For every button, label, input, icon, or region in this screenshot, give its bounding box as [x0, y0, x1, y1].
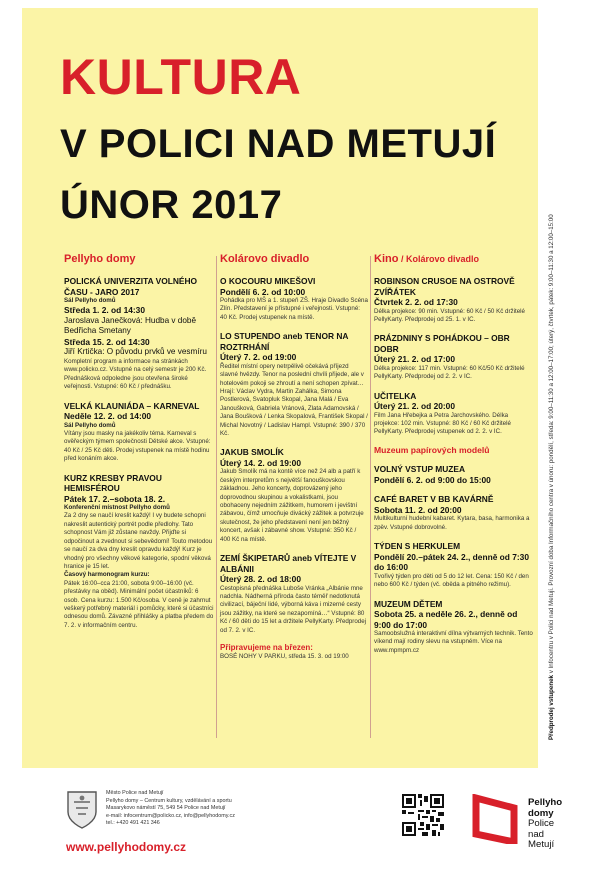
venue-heading: Kolárovo divadlo [220, 253, 310, 265]
presale-side-note [548, 10, 555, 740]
event [374, 276, 534, 324]
upcoming-heading: Připravujeme na březen: [220, 642, 313, 652]
presale-side-note-bold: Předprodej vstupenek [548, 675, 555, 740]
venue-heading-main: Kino [374, 253, 399, 265]
event-place: Sál Pellyho domů [64, 421, 116, 429]
event-lecture: Jiří Krtička: O původu prvků ve vesmíru [64, 347, 207, 357]
website-link[interactable]: www.pellyhodomy.cz [66, 840, 187, 854]
event-title: UČITELKA [374, 390, 417, 401]
event-date: Úterý 28. 2. od 18:00 [220, 574, 301, 585]
event-date: Neděle 12. 2. od 14:00 [64, 411, 152, 422]
organizer-line: Masarykovo náměstí 75, 549 54 Police nad Metují [106, 805, 226, 812]
event [220, 553, 368, 635]
pellyho-domy-logo-text [528, 798, 562, 851]
event [374, 599, 534, 656]
organizer-line: tel.: +420 491 421 346 [106, 820, 160, 827]
pellyho-domy-logo-icon [472, 794, 518, 844]
event [374, 391, 534, 437]
logo-line: Metují [528, 839, 555, 851]
logo-line: domy [528, 807, 554, 819]
event-description: Multikulturní hudební kabaret. Kytara, basa, harmonika a zpěv. Vstupné dobrovolné. [374, 515, 530, 531]
event [220, 331, 368, 438]
event-description: Samoobslužná interaktivní dílna výtvarných technik. Tento víkend mají rodiny slevu na vstupném. Více na www.mpmpm.cz [374, 630, 533, 654]
event-title: KURZ KRESBY PRAVOU HEMISFÉROU [64, 472, 162, 494]
logo-line: Pellyho [528, 797, 563, 808]
event-description: Film Jana Hřebejka a Petra Jarchovského. Délka projekce: 102 min. Vstupné: 80 Kč / 60 Kč držitelé PellyKarty. Předprodej vstupenek od 2. 2. v IC. [374, 411, 511, 436]
event-description: Vítány jsou masky na jakékoliv téma. Karneval s ověřeckým týmem společnosti Dětské akce. Vstupné: 40 Kč / 25 Kč děti. Prodej vstupenek na místě hodinu před konáním akce. [64, 429, 211, 463]
event-date: Pondělí 6. 2. od 9:00 do 15:00 [374, 474, 491, 485]
event [64, 473, 214, 631]
event-description: Délka projekce: 117 min. Vstupné: 60 Kč/50 Kč držitelé PellyKarty. Předprodej od 2. 2. v IC. [374, 364, 525, 381]
venue-heading-sub: / Kolárovo divadlo [398, 254, 479, 264]
event [64, 276, 214, 392]
event-description: Ředitel místní opery netrpělivě očekává příjezd slavné hvězdy. Tenor na poslední chvíli přijede, ale v hotelovém pokoji se zhroutí a není schopen zpívat… Hrají: Václav Vydra, Martin Zahálka, Simona Postlerová, Svatopluk Skopal, Jana Malá / Eva Janoušková, Gabriela Vránová, Zlata Adamovská / Jana Boušková / Lenka Skopalová, František Skopal / Michal Novotný / Ladislav Hampl. Vstupné: 390 / 370 Kč. [220, 362, 368, 437]
event [374, 464, 534, 485]
title-month: ÚNOR 2017 [60, 183, 283, 227]
event-date: Úterý 14. 2. od 19:00 [220, 457, 301, 468]
event-title: CAFÉ BARET V BB KAVÁRNĚ [374, 494, 494, 505]
event-date: Pondělí 20.–pátek 24. 2., denně od 7:30 do 16:00 [374, 551, 529, 573]
upcoming-item: BOSÉ NOHY V PARKU, středa 15. 3. od 19:00 [220, 652, 349, 660]
event-harmonogram: Pátek 16:00–cca 21:00, sobota 9:00–16:00 (vč. přestávky na oběd). Minimální počet účastníků: 6 osob. Cena kurzu: 1.500 Kč/osoba. V ceně je zahrnut veškerý potřebný materiál i pomůcky, které si účastníci odnesou domů. Závazné přihlášky a platba předem do 7. 2. v informačním centru. [64, 579, 214, 629]
event [220, 447, 368, 544]
event-date: Středa 1. 2. od 14:30 [64, 305, 145, 316]
organizer-info [106, 790, 235, 828]
event-title: JAKUB SMOLÍK [220, 447, 284, 458]
event-title: MUZEUM DĚTEM [374, 598, 443, 609]
column-kino [374, 252, 534, 664]
event-description: Délka projekce: 90 min. Vstupné: 60 Kč / 50 Kč držitelé PellyKarty. Předprodej od 25. 1. v IC. [374, 307, 525, 323]
event-date: Čtvrtek 2. 2. od 17:30 [374, 297, 458, 307]
event [374, 333, 534, 381]
town-crest-icon [66, 790, 98, 830]
event-title: VOLNÝ VSTUP MUZEA [374, 464, 466, 475]
event-description: Za 2 dny se naučí kreslit každý! I vy budete schopni nakreslit autentický portrét podle předlohy. Tato schopnost Vám již zůstane navždy. Přijďte si odpočinout a zvednout si sebevědomí! Touto metodou se naučí za dva dny kreslit opravdu každý! Kurz je vhodný pro všechny věkové kategorie, spodní věková hranice je 15 let. [64, 512, 213, 570]
event-title: TÝDEN S HERKULEM [374, 541, 461, 552]
column-divider [370, 256, 371, 738]
event-date: Sobota 25. a neděle 26. 2., denně od 9:00 do 17:00 [374, 609, 518, 630]
qr-code-icon[interactable] [402, 794, 444, 836]
event-title: ZEMÍ ŠKIPETARŮ aneb VÍTEJTE V ALBÁNII [220, 553, 357, 574]
event-title: O KOCOURU MIKEŠOVI [220, 276, 316, 286]
venue-heading: Pellyho domy [64, 253, 136, 265]
logo-line: nad [528, 828, 545, 840]
museum-heading: Muzeum papírových modelů [374, 444, 490, 455]
event-date: Pondělí 6. 2. od 10:00 [220, 286, 306, 297]
event-description: Pohádka pro MŠ a 1. stupeň ZŠ. Hraje Divadlo Scéna Zlín. Představení je přístupné i veřejnosti. Vstupné: 40 Kč. Prodej vstupenek na místě. [220, 297, 368, 321]
event-description: Jakub Smolík má na kontě více než 24 alb a patří k českým interpretům s největší fanouškovskou základnou. Jeho koncerty, doprovázený jeho doprovodnou skupinou a vokalistkami, jsou obohaceny nejedním zážitkem, humorem i jevištní zábavou, čímž umocňuje divácký zážitek a potvrzuje skutečnost, že jeho představení není jen běžný koncert, avšak i zábavné show. Vstupné: 350 Kč / 400 Kč na místě. [220, 468, 364, 543]
event-description: Tvořivý týden pro děti od 5 do 12 let. Cena: 150 Kč / den nebo 600 Kč / týden (vč. oběda a pitného režimu). [374, 572, 529, 589]
event-title: POLICKÁ UNIVERZITA VOLNÉHO ČASU - JARO 2017 [64, 276, 198, 297]
event-date: Pátek 17. 2.–sobota 18. 2. [64, 493, 166, 504]
title-town: V POLICI NAD METUJÍ [60, 122, 497, 166]
organizer-line: Pellyho domy – Centrum kultury, vzdělávání a sportu [106, 797, 232, 804]
event-date: Úterý 21. 2. od 17:00 [374, 354, 455, 365]
event-description: Cestopisná přednáška Luboše Vránka „Albánie mne nadchla. Nádherná příroda často téměř nedotknutá civilizací, báječní lidé, výborná káva i mizerné cesty jsou zážitky, na které se nezapomíná…“ Vstupné: 80 Kč / 60 děti do 15 let a držitele PellyKarty. Předprodej od 7. 2. v IC. [220, 584, 367, 634]
organizer-line: Město Police nad Metují [106, 790, 164, 796]
event-place: Konferenční místnost Pellyho domů [64, 504, 170, 512]
column-divider [216, 256, 217, 738]
venue-heading [374, 252, 534, 266]
logo-line: Police [528, 818, 555, 830]
event-description: Kompletní program a informace na stránkách www.policko.cz. Vstupné na celý semestr je 200 Kč. Přednášková odpoledne jsou otevřena široké veřejnosti. Vstupné: 60 Kč / přednášku. [64, 357, 207, 391]
event-place: Sál Pellyho domů [64, 297, 116, 304]
event-title: LO STUPENDO aneb TENOR NA ROZTRHÁNÍ [220, 331, 349, 352]
event [64, 401, 214, 464]
column-pellyho-domy [64, 252, 214, 639]
event-title: PRÁZDNINY S POHÁDKOU – OBR DOBR [374, 333, 510, 354]
event-date: Středa 15. 2. od 14:30 [64, 336, 150, 347]
event [374, 494, 534, 532]
event-title: ROBINSON CRUSOE NA OSTROVĚ ZVÍŘÁTEK [374, 276, 515, 297]
presale-side-note-text: v Infocentru v Polici nad Metují. Provozní doba Informačního centra v únoru: pondělí, středa: 9:00–11:30 a 12:00–17:00; úterý, čtvrtek, pátek: 9:00–11:30 a 12:00–15:00 [548, 214, 555, 675]
footer [0, 770, 600, 892]
organizer-line: e-mail: infocentrum@policko.cz, info@pellyhodomy.cz [106, 812, 235, 819]
event-title: VELKÁ KLAUNIÁDA – KARNEVAL [64, 400, 200, 411]
event [220, 276, 368, 322]
event-lecture: Jaroslava Janečková: Hudba v době Bedřicha Smetany [64, 315, 196, 336]
event-date: Úterý 21. 2. od 20:00 [374, 401, 455, 412]
event [374, 541, 534, 589]
event-harmonogram-heading: Časový harmonogram kurzu: [64, 571, 150, 579]
event-date: Úterý 7. 2. od 19:00 [220, 352, 297, 363]
title-kultura: KULTURA [60, 49, 302, 105]
event-date: Sobota 11. 2. od 20:00 [374, 504, 462, 515]
column-kolarovo-divadlo [220, 252, 368, 661]
